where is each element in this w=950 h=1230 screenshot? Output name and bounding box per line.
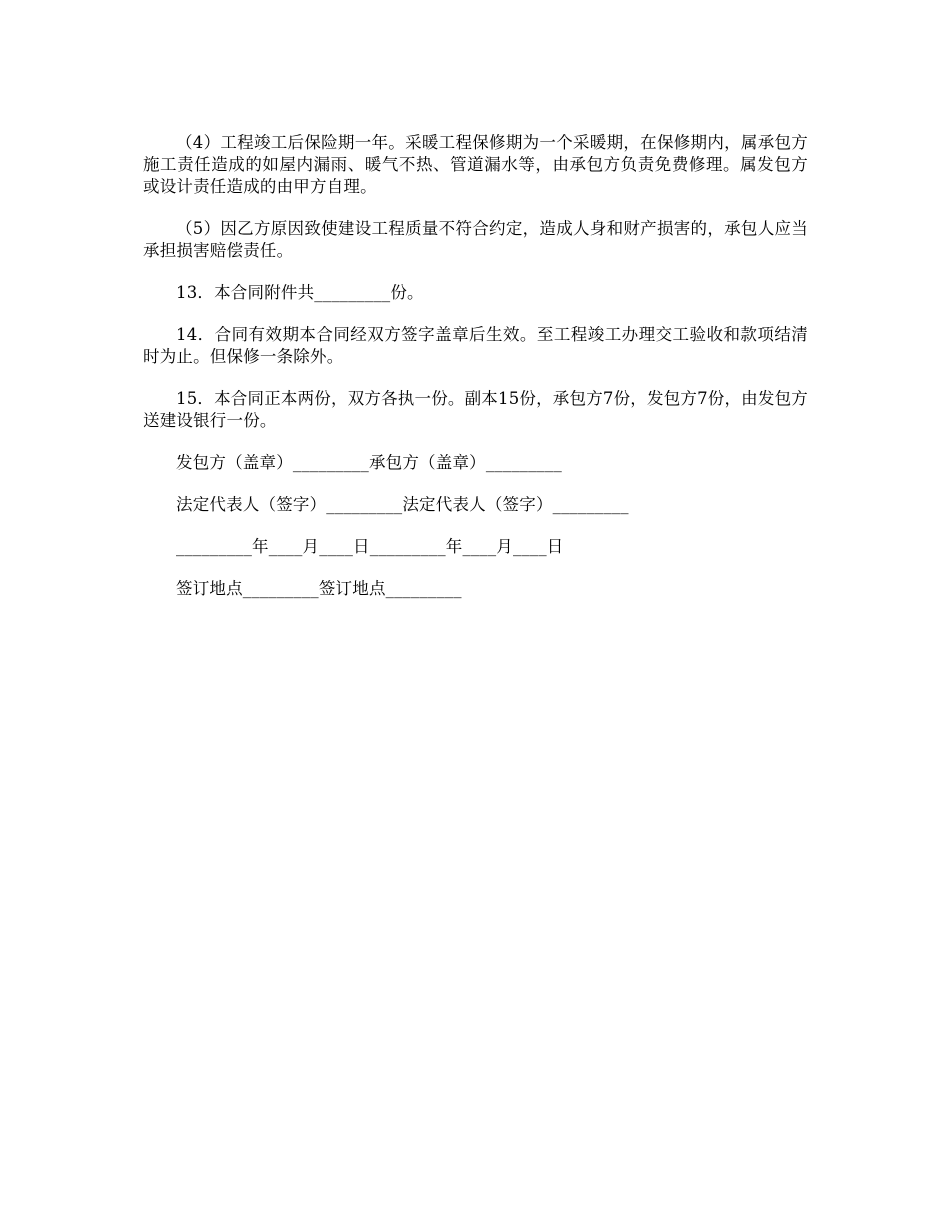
clause-damage-liability: （5）因乙方原因致使建设工程质量不符合约定，造成人身和财产损害的，承包人应当承担损害赔偿责任。: [143, 219, 808, 260]
signature-date-line: _________年____月____日_________年____月____日: [176, 537, 564, 556]
signature-representative-line: 法定代表人（签字）_________法定代表人（签字）_________: [176, 495, 629, 514]
signature-seal-line: 发包方（盖章）_________承包方（盖章）_________: [176, 453, 562, 472]
signature-place-line: 签订地点_________签订地点_________: [176, 579, 462, 598]
clause-warranty-period: （4）工程竣工后保险期一年。采暖工程保修期为一个采暖期，在保修期内，属承包方施工责任造成的如屋内漏雨、暖气不热、管道漏水等，由承包方负责免费修理。属发包方或设计责任造成的由甲方自理。: [143, 133, 808, 196]
clause-14-validity: 14．合同有效期本合同经双方签字盖章后生效。至工程竣工办理交工验收和款项结清时为止。但保修一条除外。: [143, 325, 808, 366]
clause-13-attachments: 13．本合同附件共_________份。: [176, 283, 424, 302]
clause-15-copies: 15．本合同正本两份，双方各执一份。副本15份，承包方7份，发包方7份，由发包方送建设银行一份。: [143, 389, 808, 430]
document-body: [143, 132, 808, 620]
